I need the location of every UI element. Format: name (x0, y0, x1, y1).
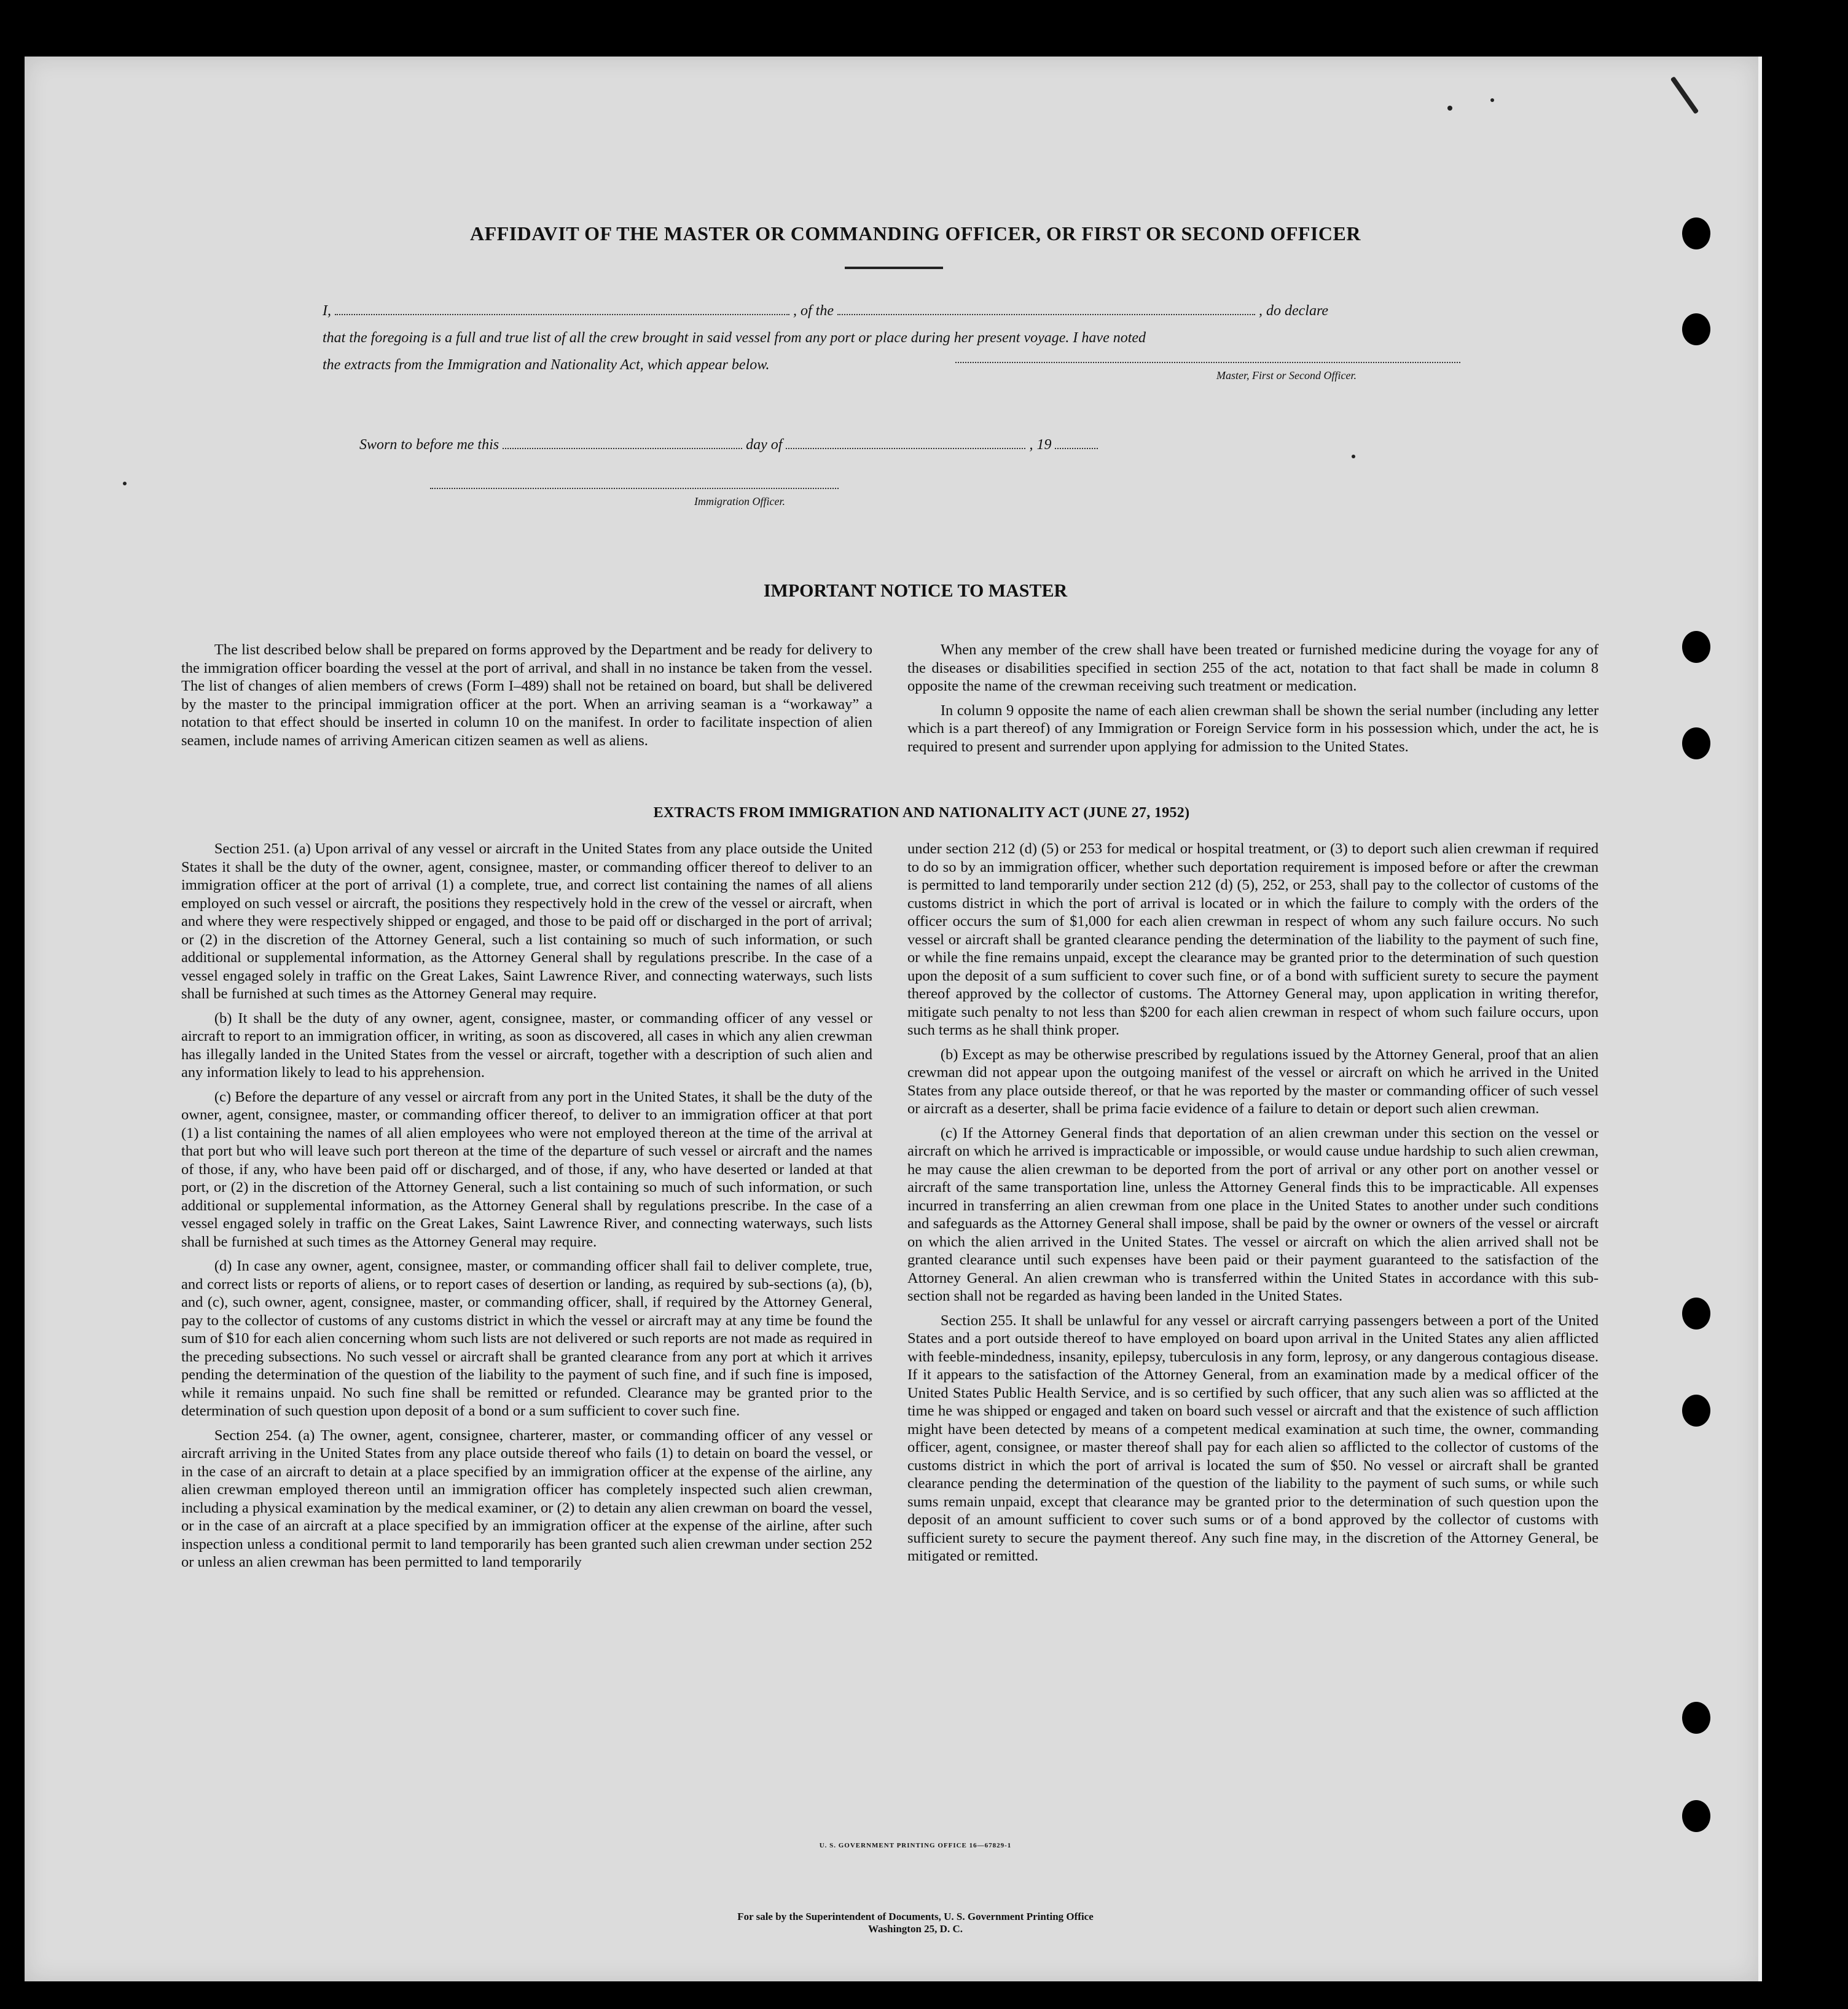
name-field[interactable] (335, 314, 789, 315)
declaration-text-2: the extracts from the Immigration and Nationality Act, which appear below. (323, 357, 770, 373)
punch-hole (1682, 1702, 1710, 1734)
punch-hole (1682, 1395, 1710, 1427)
notice-paragraph: When any member of the crew shall have been treated or furnished medicine during the voyage for any of the diseases or disabilities specified in section 255 of the act, notation to that fact shall be made in column 8 opposite the name of the crewman receiving such treatment or medication. (907, 641, 1599, 694)
extracts-right-column (907, 840, 1599, 1572)
notice-right-column (907, 641, 1599, 762)
notice-left-column (181, 641, 872, 756)
act-paragraph: Section 251. (a) Upon arrival of any vessel or aircraft in the United States from any place outside the United States it shall be the duty of the owner, agent, consignee, master, or commanding officer thereof to deliver to an immigration officer at the port of arrival (1) a complete, true, and correct list containing the names of all aliens employed on such vessel or aircraft, the positions they respectively hold in the crew of the vessel or aircraft, when and where they were respectively shipped or engaged, and those to be paid off or discharged in the port of arrival; or (2) in the discretion of the Attorney General, such a list containing so much of such information, or such additional or supplemental information, as the Attorney General shall by regulations prescribe. In the case of a vessel engaged solely in traffic on the Great Lakes, Saint Lawrence River, and connecting waterways, such lists shall be furnished at such times as the Attorney General may require. (181, 840, 872, 1002)
act-paragraph: (c) If the Attorney General finds that deportation of an alien crewman under this section on the vessel or aircraft on which he arrived is impracticable or impossible, or would cause undue hardship to such alien crewman, he may cause the alien crewman to be deported from the port of arrival or any other port on another vessel or aircraft of the same transportation line, unless the Attorney General finds this to be impracticable. All expenses incurred in transferring an alien crewman from one place in the United States to another under such conditions and safeguards as the Attorney General shall impose, shall be paid by the owner or owners of the vessel or aircraft on which the alien arrived in the United States. The vessel or aircraft on which the alien arrived shall not be granted clearance until such expenses have been paid or their payment guaranteed to the satisfaction of the Attorney General. An alien crewman who is transferred within the United States in accordance with this sub-section shall not be regarded as having been landed in the United States. (907, 1124, 1599, 1304)
declaration-row (323, 297, 1490, 324)
extracts-title: EXTRACTS FROM IMMIGRATION AND NATIONALITY ACT (JUNE 27, 1952) (653, 805, 1190, 821)
immigration-officer-caption: Immigration Officer. (694, 495, 785, 507)
notice-paragraph: In column 9 opposite the name of each alien crewman shall be shown the serial number (including any letter which is a part thereof) of any Immigration or Foreign Service form in his possession which, under the act, he is required to present and surrender upon applying for admission to the United States. (907, 702, 1599, 755)
notice-paragraph: The list described below shall be prepared on forms approved by the Department and be ready for delivery to the immigration officer boarding the vessel at the port of arrival, and shall in no instance be taken from the vessel. The list of changes of alien members of crews (Form I–489) shall not be retained on board, but shall be delivered by the master to the principal immigration officer at the port. When an arriving seaman is a “workaway” a notation to that effect should be inserted in column 10 on the manifest. In order to facilitate inspection of alien seamen, include names of arriving American citizen seamen as well as aliens. (181, 641, 872, 749)
punch-hole (1682, 1800, 1710, 1832)
declaration-text-1: that the foregoing is a full and true list of all the crew brought in said vessel from any port or place during her present voyage. I have noted (323, 330, 1146, 346)
gpo-imprint: U. S. GOVERNMENT PRINTING OFFICE 16—67829-1 (819, 1842, 1012, 1849)
affidavit-title: AFFIDAVIT OF THE MASTER OR COMMANDING OFFICER, OR FIRST OR SECOND OFFICER (470, 222, 1361, 245)
scan-speck (1490, 98, 1494, 102)
sworn-year-field[interactable] (1055, 448, 1098, 449)
immigration-officer-signature-line[interactable] (430, 488, 839, 489)
punch-hole (1682, 631, 1710, 663)
punch-hole (1682, 1298, 1710, 1330)
act-paragraph: Section 254. (a) The owner, agent, consignee, charterer, master, or commanding officer of any vessel or aircraft arriving in the United States from any place outside thereof who fails (1) to detain on board the vessel, or in the case of an aircraft to detain at a place specified by an immigration officer at the expense of the airline, any alien crewman employed thereon until an immigration officer has completely inspected such alien crewman, including a physical examination by the medical examiner, or (2) to detain any alien crewman on board the vessel, or in the case of an aircraft at a place specified by an immigration officer at the expense of the airline, after such inspection unless a conditional permit to land temporarily has been granted such alien crewman under section 252 or unless an alien crewman has been permitted to land temporarily (181, 1427, 872, 1570)
sworn-label: Sworn to before me this (359, 437, 499, 453)
punch-hole (1682, 727, 1710, 759)
act-paragraph: (d) In case any owner, agent, consignee, master, or commanding officer shall fail to deliver complete, true, and correct lists or reports of aliens, or to report cases of desertion or landing, as required by sub-sections (a), (b), and (c), such owner, agent, consignee, master, or commanding officer, shall, if required by the Attorney General, pay to the collector of customs of any customs district in which the vessel or aircraft may at any time be found the sum of $10 for each alien concerning whom such lists are not delivered or such reports are not made as required in the preceding subsections. No such vessel or aircraft shall be granted clearance from any port at which it arrives pending the determination of the question of the liability to the payment of such fine, and if such fine is imposed, while it remains unpaid. No such fine shall be remitted or refunded. Clearance may be granted prior to the determination of such question upon deposit of a bond or a sum sufficient to cover such fine. (181, 1258, 872, 1419)
act-paragraph: (b) It shall be the duty of any owner, agent, consignee, master, or commanding officer of any vessel or aircraft to report to an immigration officer, in writing, as soon as discovered, all cases in which any alien crewman has illegally landed in the United States from the vessel or aircraft, together with a description of such alien and any information likely to lead to his apprehension. (181, 1009, 872, 1081)
i-label: I, (323, 303, 331, 319)
sale-line-2: Washington 25, D. C. (868, 1923, 963, 1935)
master-signature-line[interactable] (955, 362, 1460, 363)
scan-speck (123, 482, 127, 485)
punch-hole (1682, 217, 1710, 249)
sworn-day-field[interactable] (503, 448, 742, 449)
scan-speck (1447, 106, 1452, 111)
act-paragraph: (b) Except as may be otherwise prescribed by regulations issued by the Attorney General, proof that an alien crewman did not appear upon the outgoing manifest of the vessel or aircraft on which he arrived in the United States from any place outside thereof, or that he was reported by the master or commanding officer of such vessel or aircraft as a deserter, shall be prima facie evidence of a failure to detain or deport such alien crewman. (907, 1046, 1599, 1117)
do-declare-label: , do declare (1259, 303, 1329, 319)
notice-title: IMPORTANT NOTICE TO MASTER (763, 581, 1068, 601)
of-the-label: , of the (793, 303, 834, 319)
vessel-field[interactable] (837, 314, 1255, 315)
punch-hole (1682, 313, 1710, 345)
master-caption: Master, First or Second Officer. (1216, 369, 1357, 382)
act-paragraph: under section 212 (d) (5) or 253 for medical or hospital treatment, or (3) to deport such alien crewman if required to do so by an immigration officer, whether such deportation requirement is imposed before or after the crewman is permitted to land temporarily under section 212 (d) (5), 252, or 253, shall pay to the collector of customs of the customs district in which the port of arrival is located or in which the failure to comply with the orders of the officer occurs the sum of $1,000 for each alien crewman in respect of whom any such failure occurs. No such vessel or aircraft shall be granted clearance pending the determination of the liability to the payment of such fine, or while the fine remains unpaid, except the clearance may be granted prior to the determination of such question upon the deposit of a sum sufficient to cover such fine, or of a bond with sufficient surety to secure the payment thereof approved by the collector of customs. The Attorney General may, upon application in writing therefor, mitigate such penalty to not less than $200 for each alien crewman in respect of whom such failure occurs, upon such terms as he shall think proper. (907, 840, 1599, 1038)
sworn-month-field[interactable] (786, 448, 1025, 449)
scan-speck (1352, 455, 1355, 458)
act-paragraph: (c) Before the departure of any vessel or aircraft from any port in the United States, it shall be the duty of the owner, agent, consignee, master, or commanding officer thereof, to deliver to an immigration officer at that port (1) a list containing the names of all alien employees who were not employed thereon at the time of the arrival at that port but who will leave such port thereon at the time of the departure of such vessel or aircraft and the names of those, if any, who have been paid off or discharged, and of those, if any, who have deserted or landed at that port, or (2) in the discretion of the Attorney General, such a list containing so much of such information, or such additional or supplemental information, as the Attorney General shall by regulations prescribe. In the case of a vessel engaged solely in traffic on the Great Lakes, Saint Lawrence River, and connecting waterways, such lists shall be furnished at such times as the Attorney General may require. (181, 1088, 872, 1250)
year-label: , 19 (1029, 437, 1052, 453)
scan-speck (1670, 76, 1699, 114)
act-paragraph: Section 255. It shall be unlawful for any vessel or aircraft carrying passengers between a port of the United States and a port outside thereof to have employed on board upon arrival in the United States any alien afflicted with feeble-mindedness, insanity, epilepsy, tuberculosis in any form, leprosy, or any dangerous contagious disease. If it appears to the satisfaction of the Attorney General, from an examination made by a medical officer of the United States Public Health Service, and is so certified by such officer, that any such alien was so afflicted at the time he was shipped or engaged and taken on board such vessel or aircraft and that the existence of such affliction might have been detected by means of a competent medical examination at such time, the owner, commanding officer, agent, consignee, or master thereof shall pay for each alien so afflicted to the collector of customs of the customs district in which the port of arrival is located the sum of $50. No vessel or aircraft shall be granted clearance pending the determination of the question of the liability to the payment of such sums, or while such sums remain unpaid, except that clearance may be granted prior to the determination of such question upon the deposit of an amount sufficient to cover such sums or of a bond approved by the collector of customs with sufficient surety to secure the payment thereof. Any such fine may, in the discretion of the Attorney General, be mitigated or remitted. (907, 1312, 1599, 1564)
sale-line-1: For sale by the Superintendent of Documents, U. S. Government Printing Office (737, 1911, 1094, 1922)
sale-notice (516, 1911, 1315, 1935)
title-rule (845, 267, 943, 269)
sworn-row (359, 431, 1220, 458)
day-of-label: day of (746, 437, 783, 453)
form-page (25, 57, 1762, 1981)
extracts-left-column (181, 840, 872, 1578)
